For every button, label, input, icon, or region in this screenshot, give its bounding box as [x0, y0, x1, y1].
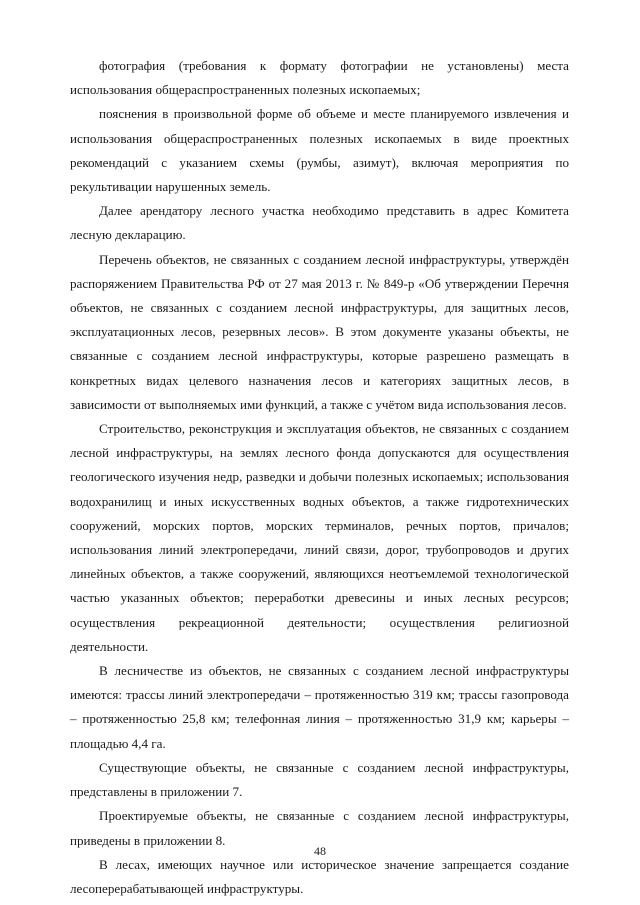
- body-text: [70, 54, 569, 901]
- paragraph-appendix-8: Проектируемые объекты, не связанные с созданием лесной инфраструктуры, приведены в приложении 8.: [70, 808, 569, 848]
- paragraph-scientific-forests: В лесах, имеющих научное или историческое значение запрещается создание лесоперерабатывающей инфраструктуры.: [70, 856, 569, 896]
- paragraph-forest-declaration: Далее арендатору лесного участка необходимо представить в адрес Комитета лесную декларацию.: [70, 203, 569, 243]
- paragraph-photo-requirement: фотография (требования к формату фотографии не установлены) места использования общераспространенных полезных ископаемых;: [70, 58, 569, 98]
- paragraph-objects-list: Перечень объектов, не связанных с созданием лесной инфраструктуры, утверждён распоряжением Правительства РФ от 27 мая 2013 г. № 849-р «Об утверждении Перечня объектов, не связанных с созданием лесной инфраструктуры, для защитных лесов, эксплуатационных лесов, резервных лесов». В этом документе указаны объекты, не связанные с созданием лесной инфраструктуры, которые разрешено размещать в конкретных видах целевого назначения лесов и категориях защитных лесов, в зависимости от выполняемых ими функций, а также с учётом вида использования лесов.: [70, 251, 569, 412]
- paragraph-construction: Строительство, реконструкция и эксплуатация объектов, не связанных с созданием лесной инфраструктуры, на землях лесного фонда допускаются для осуществления геологического изучения недр, разведки и добычи полезных ископаемых; использования водохранилищ и иных искусственных водных объектов, а также гидротехнических сооружений, морских портов, морских терминалов, речных портов, причалов; использования линий электропередачи, линий связи, дорог, трубопроводов и других линейных объектов, а также сооружений, являющихся неотъемлемой технологической частью указанных объектов; переработки древесины и иных лесных ресурсов; осуществления рекреационной деятельности; осуществления религиозной деятельности.: [70, 421, 569, 654]
- paragraph-existing-lengths: В лесничестве из объектов, не связанных с созданием лесной инфраструктуры имеются: трассы линий электропередачи – протяженностью 319 км; трассы газопровода – протяженностью 25,8 км; телефонная линия – протяженностью 31,9 км; карьеры – площадью 4,4 га.: [70, 663, 569, 751]
- paragraph-explanations: пояснения в произвольной форме об объеме и месте планируемого извлечения и использования общераспространенных полезных ископаемых в виде проектных рекомендаций с указанием схемы (румбы, азимут), включая мероприятия по рекультивации нарушенных земель.: [70, 106, 569, 195]
- page-number: 48: [314, 844, 326, 858]
- paragraph-appendix-7: Существующие объекты, не связанные с созданием лесной инфраструктуры, представлены в приложении 7.: [70, 759, 569, 800]
